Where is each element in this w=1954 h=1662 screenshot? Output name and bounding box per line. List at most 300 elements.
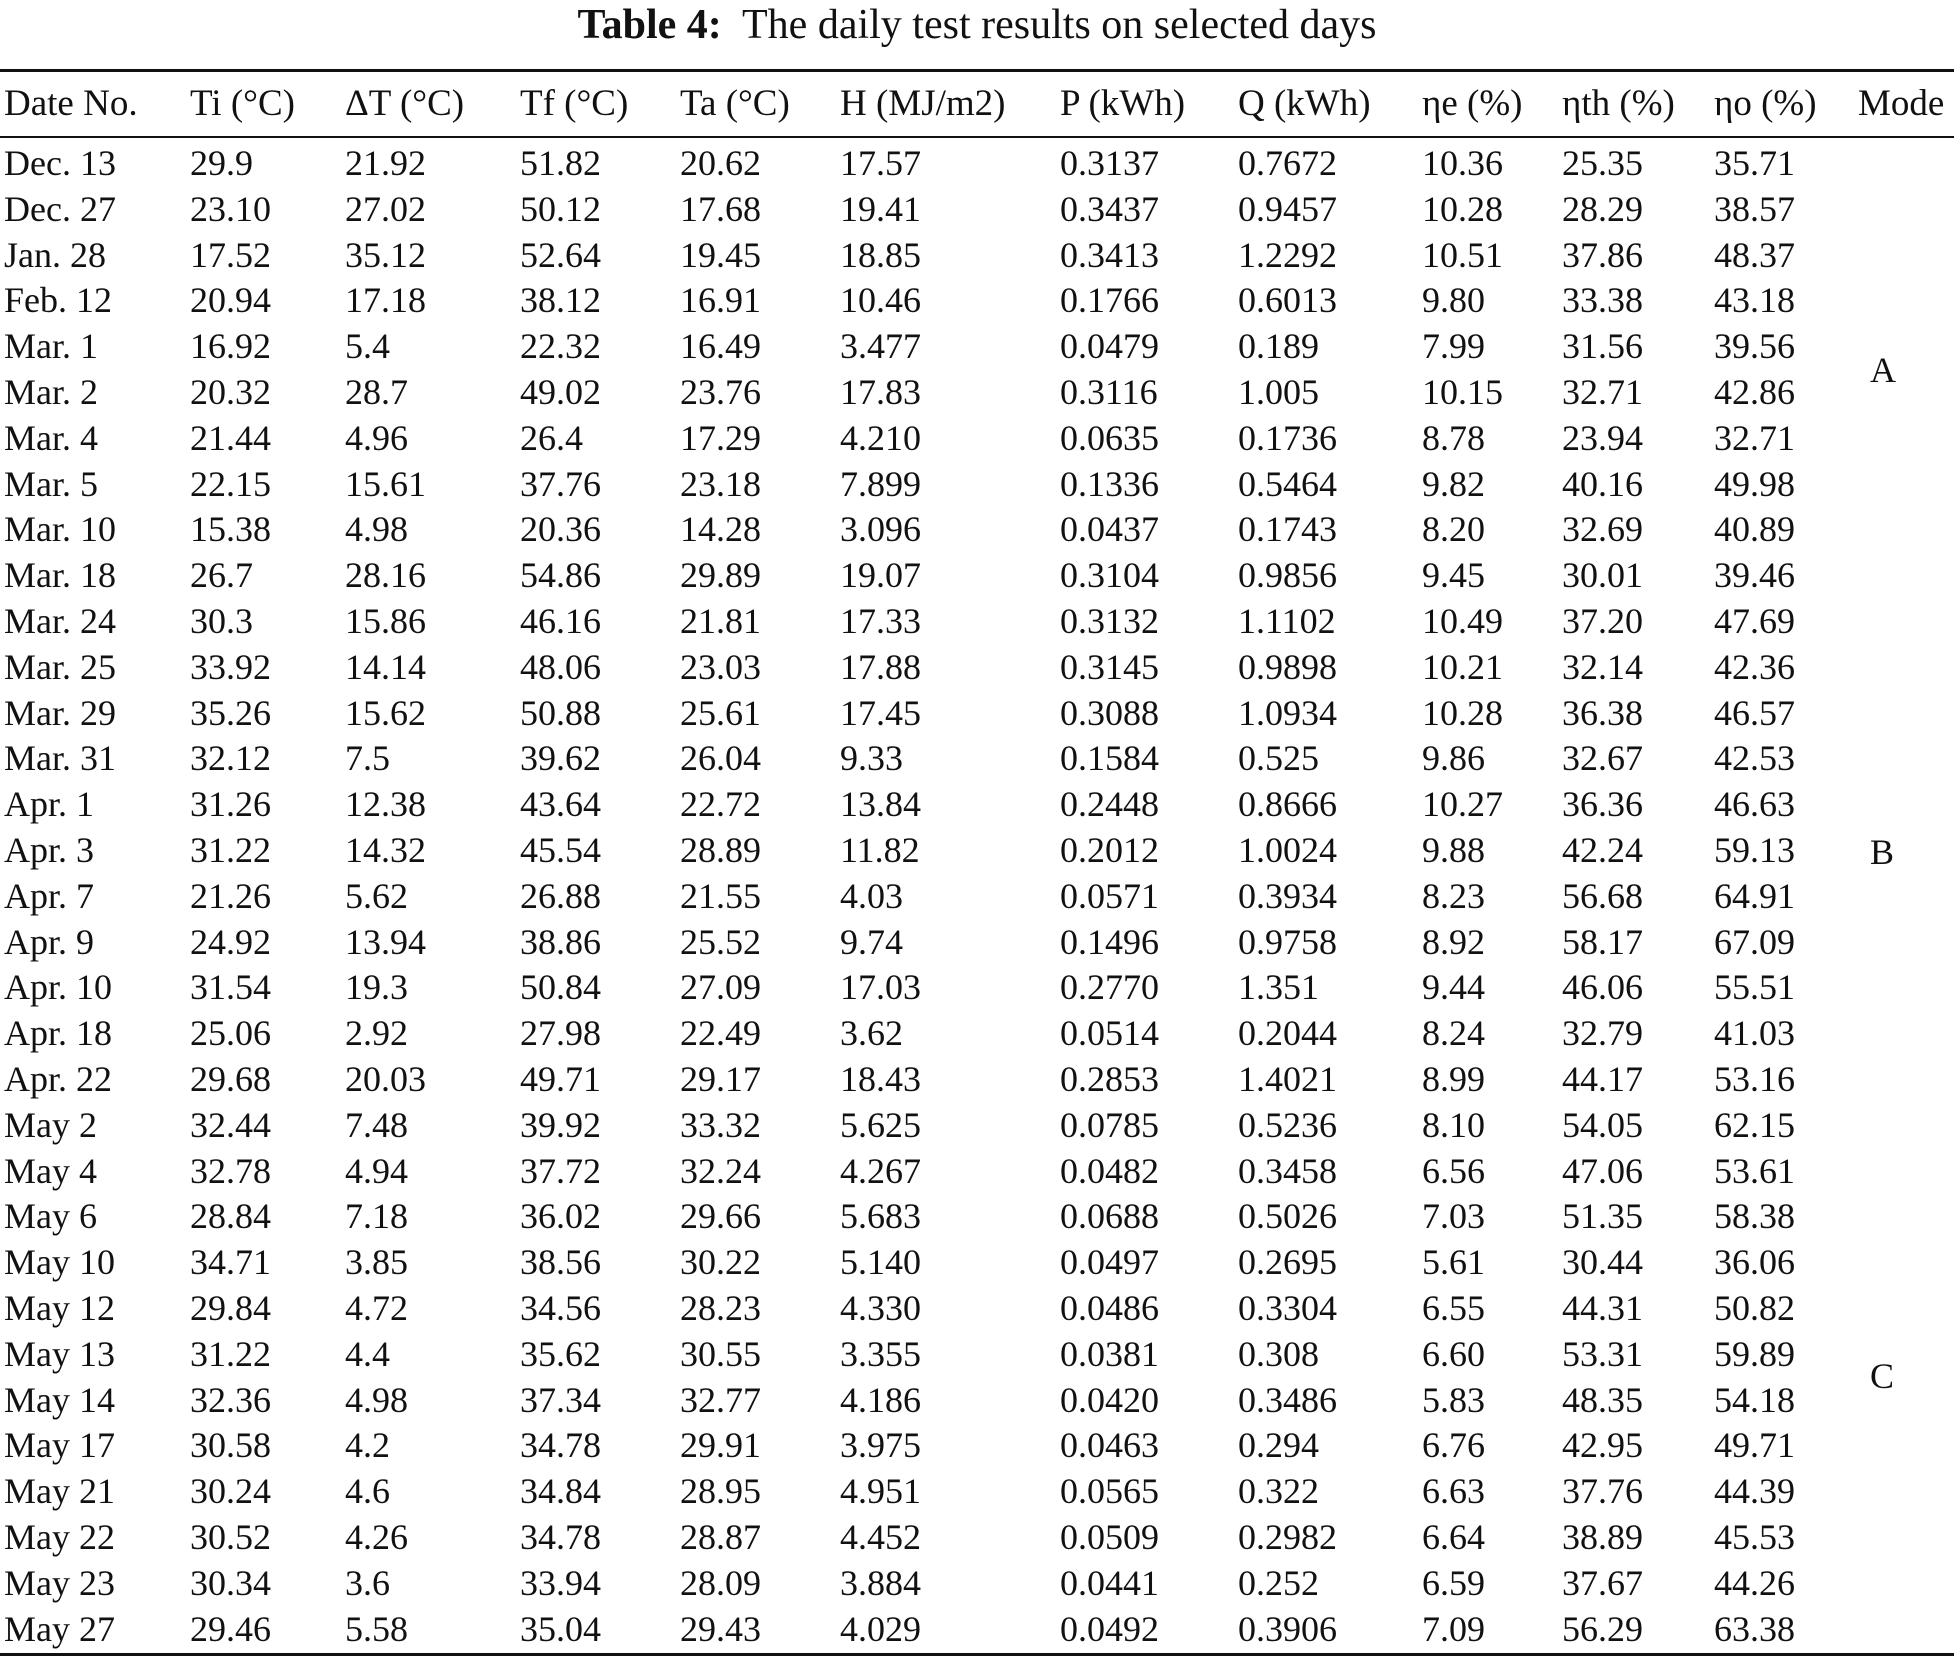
table-row [0,1286,1954,1332]
header-row [0,72,1954,136]
table-cell: 25.35 [1562,143,1643,183]
table-cell: 30.55 [680,1333,761,1374]
table-cell: 0.3934 [1238,875,1337,916]
table-cell: Mar. 29 [4,692,116,733]
table-cell: 18.85 [840,234,921,275]
table-caption [0,0,1954,50]
table-cell: 5.625 [840,1104,921,1145]
table-cell: 62.15 [1714,1104,1795,1145]
table-cell: 22.15 [190,463,271,504]
table-cell: 1.0934 [1238,692,1337,733]
table-cell: 28.95 [680,1471,761,1512]
table-cell: 21.55 [680,875,761,916]
header-delta-t: ΔT (°C) [345,83,465,124]
table-row [0,920,1954,966]
table-cell: 4.26 [345,1517,408,1557]
table-cell: 35.71 [1714,143,1795,183]
table-cell: 29.84 [190,1288,271,1328]
table-cell: 22.72 [680,784,761,825]
table-cell: 44.26 [1714,1562,1795,1603]
table-cell: 28.09 [680,1562,761,1603]
table-cell: May 17 [4,1425,115,1466]
table-cell: 6.55 [1422,1288,1485,1328]
table-row [0,1194,1954,1240]
table-cell: 30.01 [1562,555,1643,596]
table-row [0,599,1954,645]
table-cell: 38.12 [520,280,601,321]
table-cell: 34.71 [190,1242,271,1283]
table-cell: May 27 [4,1608,115,1649]
table-cell: 50.82 [1714,1288,1795,1328]
table-cell: 1.005 [1238,372,1319,412]
table-cell: 29.46 [190,1608,271,1649]
table-cell: 0.2982 [1238,1517,1337,1557]
table-cell: 37.34 [520,1379,601,1420]
table-cell: 29.68 [190,1059,271,1099]
table-cell: 1.2292 [1238,234,1337,275]
table-cell: 19.07 [840,555,921,596]
table-cell: 40.16 [1562,463,1643,504]
table-cell: 50.12 [520,188,601,229]
table-cell: 0.1766 [1060,280,1159,321]
table-cell: 22.32 [520,326,601,367]
table-row [0,1378,1954,1424]
table-cell: 49.02 [520,372,601,412]
table-cell: 32.24 [680,1150,761,1191]
table-cell: 36.36 [1562,784,1643,825]
table-row [0,1240,1954,1286]
table-cell: 17.83 [840,372,921,412]
table-cell: 17.68 [680,188,761,229]
table-cell: 0.3116 [1060,372,1158,412]
table-cell: May 14 [4,1379,115,1420]
table-cell: 14.32 [345,830,426,870]
table-cell: 0.0482 [1060,1150,1159,1191]
table-cell: 32.79 [1562,1013,1643,1054]
table-cell: 0.5236 [1238,1104,1337,1145]
table-cell: 30.52 [190,1517,271,1557]
table-cell: 16.91 [680,280,761,321]
table-cell: 4.98 [345,509,408,550]
table-cell: 9.82 [1422,463,1485,504]
table-cell: 43.64 [520,784,601,825]
table-cell: 3.6 [345,1562,390,1603]
table-cell: 25.61 [680,692,761,733]
table-cell: Apr. 18 [4,1013,112,1054]
header-ta: Ta (°C) [680,83,790,124]
header-eta-e: ηe (%) [1422,83,1523,124]
table-cell: 0.2770 [1060,967,1159,1008]
table-cell: 30.44 [1562,1242,1643,1283]
table-cell: 19.45 [680,234,761,275]
table-cell: 35.04 [520,1608,601,1649]
table-cell: 30.3 [190,601,253,641]
table-row [0,278,1954,324]
table-number: Table 4: [577,2,722,48]
table-row [0,1332,1954,1378]
table-cell: 30.22 [680,1242,761,1283]
table-cell: 26.88 [520,875,601,916]
table-cell: 14.14 [345,646,426,687]
table-cell: 25.06 [190,1013,271,1054]
table-cell: 18.43 [840,1059,921,1099]
table-cell: 1.351 [1238,967,1319,1008]
table-row [0,1011,1954,1057]
table-cell: 13.84 [840,784,921,825]
table-cell: 54.05 [1562,1104,1643,1145]
table-cell: 0.9898 [1238,646,1337,687]
table-cell: 8.20 [1422,509,1485,550]
table-cell: 27.02 [345,188,426,229]
table-cell: 53.31 [1562,1333,1643,1374]
table-cell: 0.3304 [1238,1288,1337,1328]
table-cell: 4.210 [840,417,921,458]
table-cell: 4.94 [345,1150,408,1191]
table-cell: 7.09 [1422,1608,1485,1649]
table-cell: 32.77 [680,1379,761,1420]
table-cell: Mar. 2 [4,372,98,412]
table-cell: Mar. 31 [4,738,116,779]
table-cell: 0.0565 [1060,1471,1159,1512]
table-cell: 3.85 [345,1242,408,1283]
table-cell: 10.28 [1422,188,1503,229]
table-cell: May 2 [4,1104,97,1145]
table-cell: 46.16 [520,601,601,641]
table-cell: 9.45 [1422,555,1485,596]
table-cell: 35.26 [190,692,271,733]
table-cell: 0.2695 [1238,1242,1337,1283]
table-cell: 14.28 [680,509,761,550]
table-cell: 0.3145 [1060,646,1159,687]
table-cell: 28.87 [680,1517,761,1557]
table-cell: 0.0486 [1060,1288,1159,1328]
table-cell: 0.0571 [1060,875,1159,916]
table-cell: 33.32 [680,1104,761,1145]
table-row [0,828,1954,874]
table-cell: 0.0441 [1060,1562,1159,1603]
table-cell: Apr. 7 [4,875,94,916]
table-cell: 29.43 [680,1608,761,1649]
table-cell: 45.53 [1714,1517,1795,1557]
table-title: The daily test results on selected days [742,2,1377,48]
table-cell: 39.62 [520,738,601,779]
table-cell: 28.23 [680,1288,761,1328]
table-row [0,1469,1954,1515]
table-cell: 24.92 [190,921,271,962]
table-cell: 9.33 [840,738,903,779]
table-cell: 7.18 [345,1196,408,1237]
table-cell: 31.56 [1562,326,1643,367]
table-cell: 10.21 [1422,646,1503,687]
table-cell: May 22 [4,1517,115,1557]
table-cell: 0.3486 [1238,1379,1337,1420]
table-row [0,507,1954,553]
table-row [0,233,1954,279]
table-cell: 0.0479 [1060,326,1159,367]
table-cell: 0.6013 [1238,280,1337,321]
table-row [0,1423,1954,1469]
table-cell: 42.24 [1562,830,1643,870]
table-cell: 49.71 [1714,1425,1795,1466]
table-cell: May 21 [4,1471,115,1512]
table-cell: 16.92 [190,326,271,367]
table-cell: 29.89 [680,555,761,596]
table-cell: 38.86 [520,921,601,962]
table-cell: Mar. 10 [4,509,116,550]
table-cell: 20.36 [520,509,601,550]
table-cell: 9.80 [1422,280,1485,321]
table-row [0,1057,1954,1103]
header-rule [0,136,1954,138]
table-cell: 42.53 [1714,738,1795,779]
table-cell: 6.63 [1422,1471,1485,1512]
table-cell: 0.1496 [1060,921,1159,962]
header-eta-o: ηo (%) [1714,83,1817,124]
table-cell: 0.3437 [1060,188,1159,229]
table-cell: 32.12 [190,738,271,779]
table-cell: 10.46 [840,280,921,321]
table-cell: 45.54 [520,830,601,870]
table-cell: 31.22 [190,830,271,870]
table-cell: 28.16 [345,555,426,596]
table-cell: 42.36 [1714,646,1795,687]
table-cell: 38.56 [520,1242,601,1283]
table-cell: May 6 [4,1196,97,1237]
table-cell: 5.58 [345,1608,408,1649]
table-cell: 36.06 [1714,1242,1795,1283]
table-cell: 17.29 [680,417,761,458]
table-cell: 49.71 [520,1059,601,1099]
table-cell: 3.355 [840,1333,921,1374]
table-cell: 42.86 [1714,372,1795,412]
table-cell: 0.322 [1238,1471,1319,1512]
table-cell: 6.60 [1422,1333,1485,1374]
table-cell: 38.89 [1562,1517,1643,1557]
table-cell: 4.2 [345,1425,390,1466]
table-cell: 2.92 [345,1013,408,1054]
table-cell: 8.10 [1422,1104,1485,1145]
table-cell: 36.38 [1562,692,1643,733]
table-cell: 49.98 [1714,463,1795,504]
table-cell: 36.02 [520,1196,601,1237]
table-cell: 3.975 [840,1425,921,1466]
table-cell: 8.24 [1422,1013,1485,1054]
table-cell: 0.8666 [1238,784,1337,825]
table-cell: 10.15 [1422,372,1503,412]
bottom-rule [0,1653,1954,1656]
table-cell: 56.29 [1562,1608,1643,1649]
table-cell: Apr. 1 [4,784,94,825]
table-cell: 7.5 [345,738,390,779]
table-cell: Apr. 9 [4,921,94,962]
table-cell: 15.62 [345,692,426,733]
table-cell: Mar. 18 [4,555,116,596]
table-cell: 39.92 [520,1104,601,1145]
table-cell: 0.1336 [1060,463,1159,504]
table-cell: 39.56 [1714,326,1795,367]
table-cell: 9.44 [1422,967,1485,1008]
table-cell: 29.17 [680,1059,761,1099]
table-cell: Mar. 4 [4,417,98,458]
table-cell: Mar. 5 [4,463,98,504]
table-cell: 0.0420 [1060,1379,1159,1420]
table-cell: 28.29 [1562,188,1643,229]
table-cell: 54.86 [520,555,601,596]
table-cell: Apr. 10 [4,967,112,1008]
table-cell: 0.0497 [1060,1242,1159,1283]
table-cell: 0.2012 [1060,830,1159,870]
table-cell: May 13 [4,1333,115,1374]
table-cell: 6.59 [1422,1562,1485,1603]
table-row [0,1103,1954,1149]
table-cell: 42.95 [1562,1425,1643,1466]
table-cell: 13.94 [345,921,426,962]
table-cell: 4.267 [840,1150,921,1191]
table-cell: 0.1743 [1238,509,1337,550]
table-cell: 32.78 [190,1150,271,1191]
table-cell: 21.81 [680,601,761,641]
mode-label-c: C [1870,1356,1895,1396]
header-tf: Tf (°C) [520,83,629,124]
table-cell: 0.1736 [1238,417,1337,458]
table-cell: 22.49 [680,1013,761,1054]
table-cell: 10.49 [1422,601,1503,641]
table-cell: 30.34 [190,1562,271,1603]
table-cell: 0.2448 [1060,784,1159,825]
table-cell: Feb. 12 [4,280,112,321]
table-cell: 7.899 [840,463,921,504]
table-cell: 5.61 [1422,1242,1485,1283]
table-cell: May 23 [4,1562,115,1603]
table-cell: 29.9 [190,143,253,183]
table-cell: 17.18 [345,280,426,321]
table-cell: 33.92 [190,646,271,687]
table-cell: 0.0437 [1060,509,1159,550]
table-cell: Mar. 1 [4,326,98,367]
table-cell: 56.68 [1562,875,1643,916]
table-cell: 35.12 [345,234,426,275]
table-cell: 10.36 [1422,143,1503,183]
table-cell: 0.189 [1238,326,1319,367]
table-cell: 8.99 [1422,1059,1485,1099]
table-cell: 34.56 [520,1288,601,1328]
table-cell: 21.26 [190,875,271,916]
table-cell: 17.03 [840,967,921,1008]
table-cell: 59.89 [1714,1333,1795,1374]
table-cell: 59.13 [1714,830,1795,870]
table-cell: 63.38 [1714,1608,1795,1649]
table-cell: 20.62 [680,143,761,183]
table-cell: 19.41 [840,188,921,229]
table-cell: Mar. 24 [4,601,116,641]
table-cell: 51.35 [1562,1196,1643,1237]
table-cell: 9.86 [1422,738,1485,779]
table-cell: 4.452 [840,1517,921,1557]
table-cell: 0.294 [1238,1425,1319,1466]
table-cell: 16.49 [680,326,761,367]
table-cell: Dec. 27 [4,188,116,229]
table-cell: 7.99 [1422,326,1485,367]
table-cell: 3.096 [840,509,921,550]
table-cell: 0.3104 [1060,555,1159,596]
table-cell: 19.3 [345,967,408,1008]
table-cell: 34.84 [520,1471,601,1512]
table-cell: 58.17 [1562,921,1643,962]
table-cell: 0.0514 [1060,1013,1159,1054]
table-row [0,416,1954,462]
table-cell: 37.67 [1562,1562,1643,1603]
table-cell: 48.35 [1562,1379,1643,1420]
table-cell: 47.06 [1562,1150,1643,1191]
table-cell: May 12 [4,1288,115,1328]
table-row [0,553,1954,599]
table-cell: 17.33 [840,601,921,641]
table-cell: 1.1102 [1238,601,1336,641]
table-cell: 1.0024 [1238,830,1337,870]
table-cell: 0.1584 [1060,738,1159,779]
table-cell: 5.4 [345,326,390,367]
table-cell: 37.20 [1562,601,1643,641]
table-row [0,874,1954,920]
table-cell: 3.62 [840,1013,903,1054]
table-cell: 35.62 [520,1333,601,1374]
table-cell: 9.88 [1422,830,1485,870]
table-cell: 58.38 [1714,1196,1795,1237]
table-cell: 15.38 [190,509,271,550]
table-cell: 37.76 [520,463,601,504]
table-cell: 0.3088 [1060,692,1159,733]
table-cell: 32.44 [190,1104,271,1145]
table-cell: 7.48 [345,1104,408,1145]
table-cell: Apr. 22 [4,1059,112,1099]
table-cell: 15.86 [345,601,426,641]
table-cell: 46.63 [1714,784,1795,825]
table-cell: 25.52 [680,921,761,962]
table-cell: 17.45 [840,692,921,733]
table-cell: 11.82 [840,830,920,870]
table-cell: 0.3458 [1238,1150,1337,1191]
header-p: P (kWh) [1060,83,1186,124]
table-cell: 4.03 [840,875,903,916]
table-row [0,645,1954,691]
table-cell: 0.0635 [1060,417,1159,458]
table-cell: 53.16 [1714,1059,1795,1099]
table-cell: 67.09 [1714,921,1795,962]
table-cell: 39.46 [1714,555,1795,596]
header-date: Date No. [4,83,138,124]
table-cell: 29.66 [680,1196,761,1237]
table-cell: 32.71 [1714,417,1795,458]
table-cell: May 10 [4,1242,115,1283]
table-cell: 6.56 [1422,1150,1485,1191]
table-cell: 29.91 [680,1425,761,1466]
table-cell: 20.94 [190,280,271,321]
table-cell: 37.72 [520,1150,601,1191]
table-cell: 44.17 [1562,1059,1643,1099]
table-cell: 0.3413 [1060,234,1159,275]
table-cell: 17.57 [840,143,921,183]
table-row [0,370,1954,416]
table-row [0,324,1954,370]
table-cell: 0.0463 [1060,1425,1159,1466]
table-cell: 30.58 [190,1425,271,1466]
table-cell: 0.2853 [1060,1059,1159,1099]
table-cell: 0.7672 [1238,143,1337,183]
table-cell: 38.57 [1714,188,1795,229]
table-cell: Dec. 13 [4,143,116,183]
table-cell: 26.7 [190,555,253,596]
table-cell: 34.78 [520,1517,601,1557]
